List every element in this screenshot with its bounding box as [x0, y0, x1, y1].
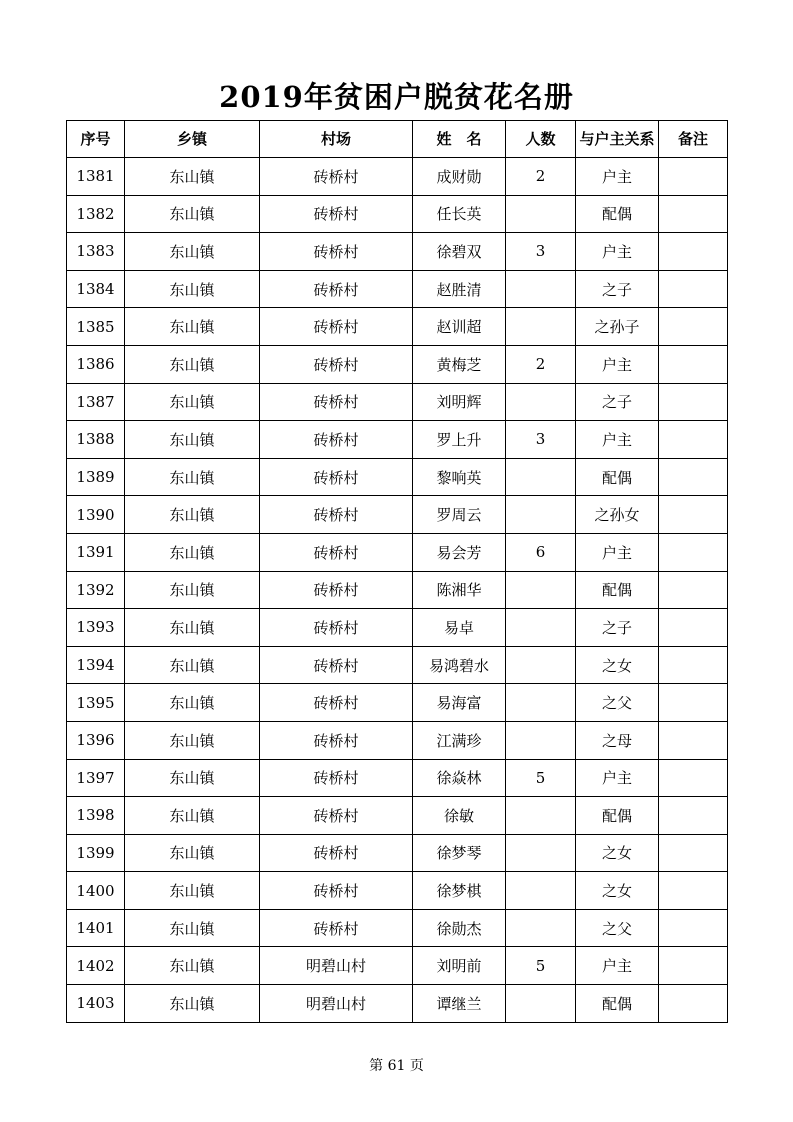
cell-remarks	[659, 646, 728, 684]
cell-household-size	[506, 684, 576, 722]
cell-village: 砖桥村	[260, 909, 413, 947]
cell-relation: 配偶	[576, 797, 659, 835]
cell-township: 东山镇	[125, 195, 260, 233]
cell-village: 砖桥村	[260, 233, 413, 271]
cell-relation: 户主	[576, 759, 659, 797]
cell-village: 砖桥村	[260, 195, 413, 233]
table-row	[67, 646, 728, 684]
table-row	[67, 872, 728, 910]
cell-village: 砖桥村	[260, 308, 413, 346]
header-row	[67, 121, 728, 158]
cell-remarks	[659, 195, 728, 233]
cell-remarks	[659, 533, 728, 571]
cell-relation: 之子	[576, 383, 659, 421]
cell-remarks	[659, 609, 728, 647]
cell-relation: 之母	[576, 721, 659, 759]
cell-household-size	[506, 571, 576, 609]
cell-township: 东山镇	[125, 609, 260, 647]
table-row	[67, 797, 728, 835]
cell-township: 东山镇	[125, 759, 260, 797]
cell-number: 1403	[67, 985, 125, 1023]
table-row	[67, 233, 728, 271]
table-row	[67, 721, 728, 759]
cell-township: 东山镇	[125, 872, 260, 910]
col-header-name: 姓 名	[413, 121, 506, 158]
cell-name: 易鸿碧水	[413, 646, 506, 684]
cell-village: 砖桥村	[260, 609, 413, 647]
cell-village: 砖桥村	[260, 421, 413, 459]
table-row	[67, 383, 728, 421]
cell-remarks	[659, 158, 728, 196]
cell-township: 东山镇	[125, 270, 260, 308]
cell-name: 徐梦琴	[413, 834, 506, 872]
cell-township: 东山镇	[125, 421, 260, 459]
cell-remarks	[659, 421, 728, 459]
cell-household-size	[506, 496, 576, 534]
cell-number: 1392	[67, 571, 125, 609]
cell-relation: 之女	[576, 834, 659, 872]
table-row	[67, 571, 728, 609]
cell-relation: 之女	[576, 646, 659, 684]
cell-household-size	[506, 270, 576, 308]
cell-name: 黎响英	[413, 458, 506, 496]
table-row	[67, 684, 728, 722]
cell-relation: 户主	[576, 158, 659, 196]
cell-remarks	[659, 571, 728, 609]
cell-number: 1396	[67, 721, 125, 759]
cell-village: 砖桥村	[260, 345, 413, 383]
cell-remarks	[659, 496, 728, 534]
cell-number: 1399	[67, 834, 125, 872]
cell-name: 易会芳	[413, 533, 506, 571]
cell-name: 刘明前	[413, 947, 506, 985]
cell-remarks	[659, 308, 728, 346]
cell-number: 1397	[67, 759, 125, 797]
cell-village: 明碧山村	[260, 985, 413, 1023]
table-row	[67, 609, 728, 647]
cell-township: 东山镇	[125, 985, 260, 1023]
cell-number: 1382	[67, 195, 125, 233]
cell-number: 1383	[67, 233, 125, 271]
table-row	[67, 308, 728, 346]
cell-relation: 之子	[576, 609, 659, 647]
col-header-number: 序号	[67, 121, 125, 158]
cell-township: 东山镇	[125, 571, 260, 609]
cell-remarks	[659, 383, 728, 421]
cell-number: 1388	[67, 421, 125, 459]
cell-remarks	[659, 872, 728, 910]
cell-number: 1394	[67, 646, 125, 684]
cell-village: 砖桥村	[260, 759, 413, 797]
cell-number: 1385	[67, 308, 125, 346]
cell-village: 砖桥村	[260, 270, 413, 308]
cell-village: 砖桥村	[260, 158, 413, 196]
cell-remarks	[659, 270, 728, 308]
cell-township: 东山镇	[125, 158, 260, 196]
cell-relation: 户主	[576, 345, 659, 383]
cell-relation: 之父	[576, 684, 659, 722]
cell-remarks	[659, 458, 728, 496]
cell-number: 1400	[67, 872, 125, 910]
cell-village: 砖桥村	[260, 797, 413, 835]
cell-township: 东山镇	[125, 834, 260, 872]
cell-relation: 户主	[576, 421, 659, 459]
cell-household-size	[506, 383, 576, 421]
cell-township: 东山镇	[125, 496, 260, 534]
cell-household-size	[506, 308, 576, 346]
cell-household-size: 5	[506, 759, 576, 797]
cell-remarks	[659, 684, 728, 722]
cell-name: 罗周云	[413, 496, 506, 534]
cell-township: 东山镇	[125, 947, 260, 985]
cell-number: 1402	[67, 947, 125, 985]
cell-household-size: 3	[506, 421, 576, 459]
cell-number: 1398	[67, 797, 125, 835]
col-header-household-size: 人数	[506, 121, 576, 158]
cell-number: 1381	[67, 158, 125, 196]
roster-body	[67, 158, 728, 1023]
cell-township: 东山镇	[125, 533, 260, 571]
cell-relation: 之女	[576, 872, 659, 910]
cell-household-size: 3	[506, 233, 576, 271]
cell-household-size: 6	[506, 533, 576, 571]
cell-village: 砖桥村	[260, 458, 413, 496]
table-row	[67, 270, 728, 308]
cell-remarks	[659, 345, 728, 383]
cell-village: 砖桥村	[260, 872, 413, 910]
cell-name: 江满珍	[413, 721, 506, 759]
cell-number: 1391	[67, 533, 125, 571]
cell-household-size	[506, 195, 576, 233]
cell-household-size	[506, 609, 576, 647]
cell-township: 东山镇	[125, 308, 260, 346]
cell-remarks	[659, 721, 728, 759]
cell-name: 徐敏	[413, 797, 506, 835]
cell-number: 1386	[67, 345, 125, 383]
cell-name: 赵训超	[413, 308, 506, 346]
table-row	[67, 759, 728, 797]
cell-village: 砖桥村	[260, 571, 413, 609]
cell-remarks	[659, 797, 728, 835]
cell-name: 徐梦棋	[413, 872, 506, 910]
cell-township: 东山镇	[125, 646, 260, 684]
cell-relation: 配偶	[576, 195, 659, 233]
cell-name: 黄梅芝	[413, 345, 506, 383]
document-title: 2019年贫困户脱贫花名册	[219, 80, 574, 114]
cell-name: 谭继兰	[413, 985, 506, 1023]
col-header-relation: 与户主关系	[576, 121, 659, 158]
table-row	[67, 533, 728, 571]
cell-relation: 配偶	[576, 985, 659, 1023]
cell-remarks	[659, 233, 728, 271]
cell-township: 东山镇	[125, 233, 260, 271]
table-row	[67, 834, 728, 872]
cell-name: 罗上升	[413, 421, 506, 459]
cell-household-size: 5	[506, 947, 576, 985]
cell-number: 1393	[67, 609, 125, 647]
cell-township: 东山镇	[125, 458, 260, 496]
col-header-township: 乡镇	[125, 121, 260, 158]
cell-name: 徐焱林	[413, 759, 506, 797]
cell-relation: 之孙女	[576, 496, 659, 534]
cell-remarks	[659, 834, 728, 872]
cell-village: 砖桥村	[260, 684, 413, 722]
cell-name: 成财勋	[413, 158, 506, 196]
cell-household-size	[506, 985, 576, 1023]
cell-village: 砖桥村	[260, 646, 413, 684]
cell-name: 易卓	[413, 609, 506, 647]
cell-number: 1389	[67, 458, 125, 496]
cell-household-size	[506, 458, 576, 496]
col-header-village: 村场	[260, 121, 413, 158]
cell-village: 砖桥村	[260, 533, 413, 571]
cell-relation: 之父	[576, 909, 659, 947]
cell-remarks	[659, 947, 728, 985]
page-number: 第 61 页	[369, 1058, 424, 1074]
cell-household-size: 2	[506, 345, 576, 383]
cell-relation: 之孙子	[576, 308, 659, 346]
cell-village: 砖桥村	[260, 383, 413, 421]
table-row	[67, 195, 728, 233]
cell-number: 1395	[67, 684, 125, 722]
cell-number: 1387	[67, 383, 125, 421]
table-row	[67, 158, 728, 196]
cell-name: 赵胜清	[413, 270, 506, 308]
cell-village: 砖桥村	[260, 721, 413, 759]
cell-village: 明碧山村	[260, 947, 413, 985]
cell-relation: 户主	[576, 947, 659, 985]
cell-name: 陈湘华	[413, 571, 506, 609]
cell-relation: 户主	[576, 233, 659, 271]
cell-number: 1390	[67, 496, 125, 534]
cell-village: 砖桥村	[260, 496, 413, 534]
table-row	[67, 947, 728, 985]
cell-household-size	[506, 646, 576, 684]
col-header-remarks: 备注	[659, 121, 728, 158]
cell-township: 东山镇	[125, 345, 260, 383]
cell-relation: 配偶	[576, 458, 659, 496]
cell-name: 刘明辉	[413, 383, 506, 421]
table-row	[67, 421, 728, 459]
cell-name: 任长英	[413, 195, 506, 233]
cell-household-size	[506, 872, 576, 910]
cell-township: 东山镇	[125, 383, 260, 421]
table-row	[67, 458, 728, 496]
table-row	[67, 345, 728, 383]
cell-remarks	[659, 909, 728, 947]
cell-relation: 之子	[576, 270, 659, 308]
cell-household-size: 2	[506, 158, 576, 196]
cell-household-size	[506, 721, 576, 759]
cell-relation: 户主	[576, 533, 659, 571]
cell-township: 东山镇	[125, 721, 260, 759]
table-row	[67, 985, 728, 1023]
cell-name: 徐勋杰	[413, 909, 506, 947]
cell-township: 东山镇	[125, 909, 260, 947]
cell-household-size	[506, 797, 576, 835]
cell-township: 东山镇	[125, 797, 260, 835]
roster-table	[66, 120, 728, 1023]
cell-remarks	[659, 759, 728, 797]
cell-household-size	[506, 909, 576, 947]
cell-household-size	[506, 834, 576, 872]
cell-name: 徐碧双	[413, 233, 506, 271]
cell-relation: 配偶	[576, 571, 659, 609]
table-row	[67, 496, 728, 534]
cell-name: 易海富	[413, 684, 506, 722]
cell-remarks	[659, 985, 728, 1023]
cell-village: 砖桥村	[260, 834, 413, 872]
cell-number: 1401	[67, 909, 125, 947]
cell-number: 1384	[67, 270, 125, 308]
table-row	[67, 909, 728, 947]
cell-township: 东山镇	[125, 684, 260, 722]
